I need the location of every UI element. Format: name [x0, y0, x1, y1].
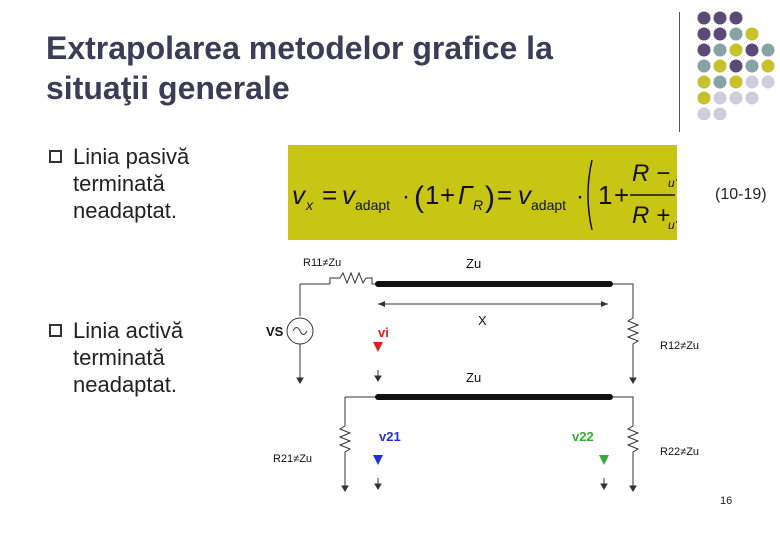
equation-number: (10-19)	[715, 186, 767, 203]
ground-arrow-head	[297, 378, 303, 383]
formula-plus: +	[440, 180, 456, 210]
formula-v: v	[518, 180, 531, 210]
bullet-text-line: neadaptat.	[73, 372, 177, 397]
label-v21: v21	[379, 429, 401, 444]
ground-arrow-head	[342, 486, 348, 491]
formula-sub: R	[473, 197, 484, 213]
formula-paren: )	[485, 181, 495, 214]
label-vs: VS	[266, 324, 284, 339]
formula-sub: x	[306, 197, 313, 213]
resistor-r22	[628, 426, 638, 480]
formula-plus: +	[614, 180, 630, 210]
ground-arrow-head	[630, 486, 636, 491]
formula-denominator: R +	[632, 202, 671, 229]
slide-title-line-1: Extrapolarea metodelor grafice la	[46, 30, 553, 66]
formula-sub: u	[668, 218, 675, 232]
formula-sub: u	[668, 176, 675, 190]
label-x: X	[478, 313, 487, 328]
formula-paren: (	[414, 181, 424, 214]
ground-arrow-head	[375, 484, 381, 489]
v21-arrow-icon	[373, 455, 383, 465]
resistor-r12	[628, 318, 638, 372]
vi-arrow-icon	[373, 342, 383, 352]
label-r12: R12≠Zu	[660, 340, 700, 352]
bullet-text-line: Linia activă	[73, 318, 184, 343]
formula-sub: adapt	[355, 197, 391, 213]
page-number: 16	[720, 495, 733, 507]
v22-arrow-icon	[599, 455, 609, 465]
label-r22: R22≠Zu	[660, 446, 700, 458]
formula-dot: ·	[402, 183, 410, 210]
ground-arrow-head	[630, 378, 636, 383]
label-v22: v22	[572, 429, 594, 444]
bullet-text-line: neadaptat.	[73, 198, 177, 223]
formula-dot: ·	[576, 183, 584, 210]
slide-title-line-2: situaţii generale	[46, 70, 290, 106]
label-vi: vi	[378, 325, 389, 340]
label-r11: R11≠Zu	[303, 257, 342, 269]
formula-numerator: R −	[632, 160, 671, 187]
wire	[610, 284, 633, 318]
voltage-source-symbol	[293, 328, 307, 335]
formula-one: 1	[598, 180, 613, 210]
ground-arrow-head	[375, 376, 381, 381]
formula-equals: =	[322, 180, 338, 210]
formula-equals: =	[497, 180, 513, 210]
formula-one: 1	[425, 180, 440, 210]
label-zu-bottom: Zu	[466, 370, 482, 385]
bullet-text-line: terminată	[73, 345, 165, 370]
label-r21: R21≠Zu	[273, 453, 313, 465]
formula-sub: adapt	[531, 197, 567, 213]
formula-gamma: Γ	[458, 180, 473, 210]
resistor-r21	[340, 426, 350, 480]
label-zu-top: Zu	[466, 256, 482, 271]
resistor-r11	[340, 273, 366, 283]
wire	[330, 278, 340, 284]
bullet-text-line: terminată	[73, 171, 165, 196]
wire	[610, 397, 633, 426]
ground-arrow-head	[601, 484, 607, 489]
bullet-text-line: Linia pasivă	[73, 144, 190, 169]
formula-v: v	[292, 180, 305, 210]
formula-v: v	[342, 180, 355, 210]
